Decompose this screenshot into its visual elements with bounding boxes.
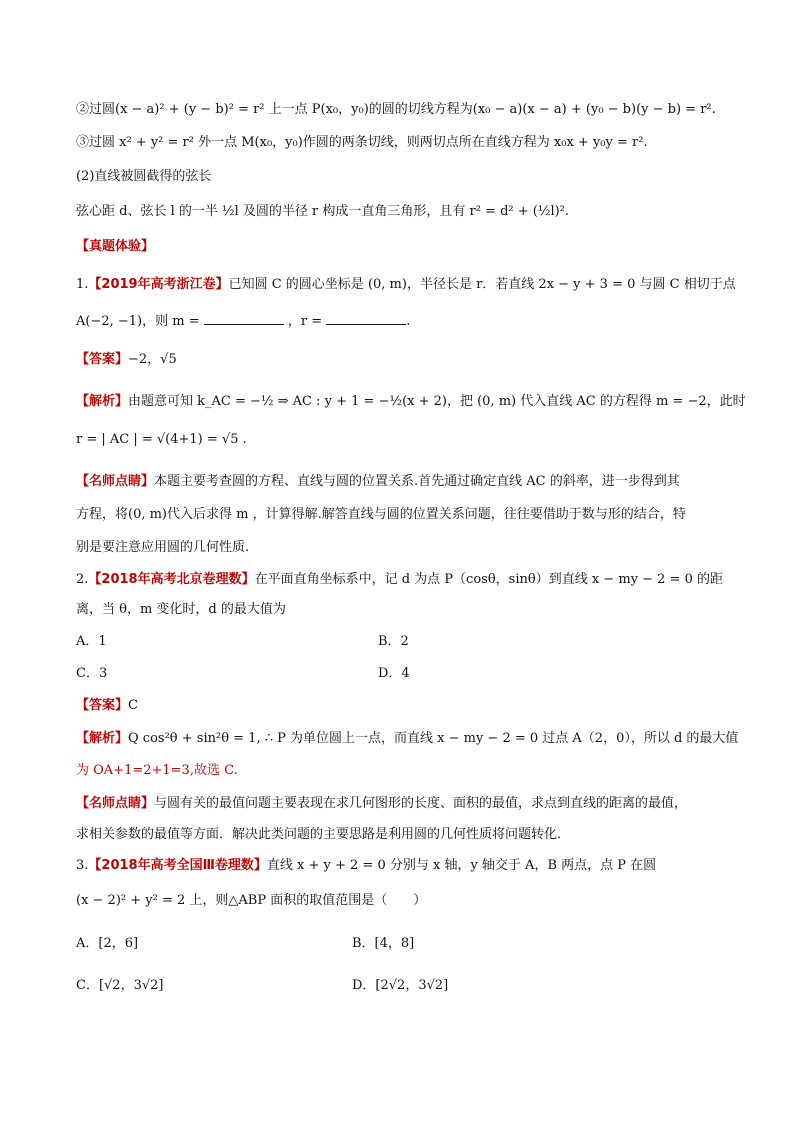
q2-source-tag: 【2018年高考北京卷理数】 bbox=[88, 572, 255, 587]
q2-tip-text-1: 与圆有关的最值问题主要表现在求几何图形的长度、面积的最值，求点到直线的距离的最值， bbox=[154, 796, 688, 811]
q3-stem-text-1: 直线 x + y + 2 = 0 分别与 x 轴，y 轴交于 A，B 两点，点 P 在圆 bbox=[266, 858, 657, 873]
q1-stem-text-2a: A(−2, −1)，则 m = bbox=[76, 314, 200, 329]
q1-tip-line-2: 方程，将(0, m)代入后求得 m ，计算得解.解答直线与圆的位置关系问题，往往要借助于数与形的结合，特 bbox=[76, 507, 686, 522]
q1-answer-line bbox=[76, 350, 734, 370]
formula-line-tangent-on-circle: ②过圆(x − a)² + (y − b)² = r² 上一点 P(x₀，y₀)的圆的切线方程为(x₀ − a)(x − a) + (y₀ − b)(y − b) = r². bbox=[76, 102, 716, 117]
formula-line-chord-length: 弦心距 d、弦长 l 的一半 ½l 及圆的半径 r 构成一直角三角形，且有 r² = d² + (½l)². bbox=[76, 204, 570, 219]
q3-option-d[interactable]: D．[2√2，3√2] bbox=[352, 978, 449, 993]
q1-tip-line-1 bbox=[76, 472, 734, 492]
q1-analysis-text-1: 由题意可知 k_AC = −½ ⇒ AC : y + 1 = −½(x + 2)，把 (0, m) 代入直线 AC 的方程得 m = −2，此时 bbox=[128, 394, 746, 409]
section-heading bbox=[76, 237, 734, 257]
q2-answer-text: C bbox=[128, 698, 138, 713]
q3-stem-line-1 bbox=[76, 856, 734, 876]
q2-option-b[interactable]: B．2 bbox=[378, 634, 409, 649]
q1-answer-text: −2，√5 bbox=[128, 352, 177, 367]
q2-answer-line bbox=[76, 696, 734, 716]
q2-analysis-line-2: 为 OA+1=2+1=3,故选 C. bbox=[76, 763, 238, 778]
q3-number: 3. bbox=[76, 858, 89, 873]
q1-stem-text-2c: . bbox=[406, 314, 411, 329]
q2-answer-tag: 【答案】 bbox=[76, 698, 129, 713]
q2-option-d[interactable]: D．4 bbox=[378, 666, 410, 681]
q1-stem-line-2 bbox=[76, 312, 734, 332]
q1-stem-line-1 bbox=[76, 275, 734, 295]
q1-tip-tag: 【名师点睛】 bbox=[76, 474, 155, 489]
q1-source-tag: 【2019年高考浙江卷】 bbox=[88, 277, 229, 292]
q1-blank-r[interactable] bbox=[326, 312, 406, 325]
q2-stem-line-1 bbox=[76, 570, 734, 590]
q2-stem-text-1: 在平面直角坐标系中，记 d 为点 P（cosθ，sinθ）到直线 x − my − 2 = 0 的距 bbox=[254, 572, 723, 587]
formula-line-chord-of-contact: ③过圆 x² + y² = r² 外一点 M(x₀，y₀)作圆的两条切线，则两切点所在直线方程为 x₀x + y₀y = r². bbox=[76, 135, 648, 150]
q2-tip-line-2: 求相关参数的最值等方面．解决此类问题的主要思路是利用圆的几何性质将问题转化． bbox=[76, 827, 571, 842]
q1-number: 1. bbox=[76, 277, 89, 292]
q1-answer-tag: 【答案】 bbox=[76, 352, 129, 367]
q1-tip-line-3: 别是要注意应用圆的几何性质. bbox=[76, 540, 250, 555]
q3-stem-line-2: (x − 2)² + y² = 2 上，则△ABP 面积的取值范围是（ ） bbox=[76, 893, 427, 908]
q2-tip-line-1 bbox=[76, 794, 734, 814]
q2-stem-line-2: 离，当 θ，m 变化时，d 的最大值为 bbox=[76, 602, 286, 617]
section-heading-label: 【真题体验】 bbox=[76, 239, 155, 254]
q3-option-a[interactable]: A．[2，6] bbox=[76, 936, 139, 951]
q1-stem-text-2b: ，r = bbox=[287, 314, 323, 329]
q1-analysis-line-1 bbox=[76, 392, 746, 412]
q2-tip-tag: 【名师点睛】 bbox=[76, 796, 155, 811]
q2-analysis-tag: 【解析】 bbox=[76, 731, 129, 746]
q2-number: 2. bbox=[76, 572, 89, 587]
q3-option-b[interactable]: B．[4，8] bbox=[352, 936, 415, 951]
q2-option-c[interactable]: C．3 bbox=[76, 666, 108, 681]
q1-stem-text-1: 已知圆 C 的圆心坐标是 (0, m)，半径长是 r．若直线 2x − y + 3 = 0 与圆 C 相切于点 bbox=[228, 277, 736, 292]
q2-analysis-text-1: Q cos²θ + sin²θ = 1, ∴ P 为单位圆上一点，而直线 x − my − 2 = 0 过点 A（2，0），所以 d 的最大值 bbox=[128, 731, 739, 746]
q2-option-a[interactable]: A．1 bbox=[76, 634, 107, 649]
q1-analysis-tag: 【解析】 bbox=[76, 394, 129, 409]
q1-tip-text-1: 本题主要考查圆的方程、直线与圆的位置关系.首先通过确定直线 AC 的斜率，进一步得到其 bbox=[154, 474, 680, 489]
subheading-chord-length: (2)直线被圆截得的弦长 bbox=[76, 169, 212, 184]
q3-source-tag: 【2018年高考全国Ⅲ卷理数】 bbox=[88, 858, 267, 873]
q3-option-c[interactable]: C．[√2，3√2] bbox=[76, 978, 164, 993]
q2-analysis-line-1 bbox=[76, 729, 739, 749]
q1-analysis-line-2: r = | AC | = √(4+1) = √5 . bbox=[76, 432, 247, 447]
q1-blank-m[interactable] bbox=[204, 312, 284, 325]
